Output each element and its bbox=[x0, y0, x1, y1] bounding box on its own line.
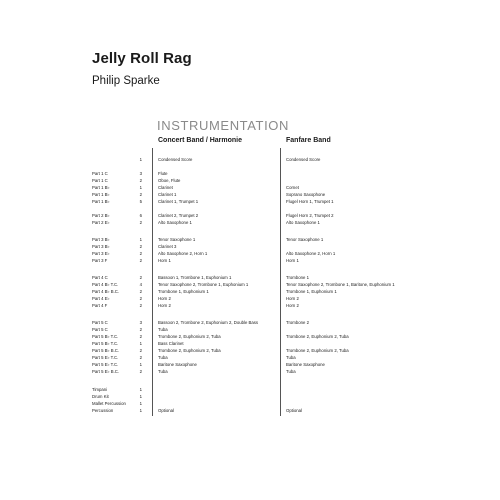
concert-band-cell: Baritone Saxophone bbox=[158, 362, 197, 367]
section-heading: INSTRUMENTATION bbox=[157, 118, 290, 133]
count-cell: 2 bbox=[139, 275, 142, 280]
concert-band-cell: Tuba bbox=[158, 369, 168, 374]
table-row bbox=[0, 393, 500, 400]
count-cell: 1 bbox=[139, 401, 142, 406]
count-cell: 1 bbox=[139, 362, 142, 367]
fanfare-band-cell: Trombone 1 bbox=[286, 275, 310, 280]
table-row bbox=[0, 198, 500, 205]
count-cell: 2 bbox=[139, 258, 142, 263]
fanfare-band-cell: Trombone 1, Euphonium 1 bbox=[286, 289, 337, 294]
table-row bbox=[0, 219, 500, 226]
part-cell: Percussion bbox=[92, 408, 114, 413]
part-cell: Part 5 E♭ T.C. bbox=[92, 362, 119, 367]
fanfare-band-cell: Horn 2 bbox=[286, 303, 299, 308]
concert-band-cell: Bass Clarinet bbox=[158, 341, 184, 346]
fanfare-band-cell: Condensed Score bbox=[286, 157, 321, 162]
count-cell: 2 bbox=[139, 289, 142, 294]
table-row bbox=[0, 191, 500, 198]
concert-band-cell: Horn 1 bbox=[158, 258, 171, 263]
concert-band-cell: Tuba bbox=[158, 327, 168, 332]
concert-band-cell: Bassoon 2, Trombone 2, Euphonium 2, Double Bass bbox=[158, 320, 259, 325]
table-row bbox=[0, 319, 500, 326]
table-row bbox=[0, 295, 500, 302]
concert-band-cell: Trombone 2, Euphonium 2, Tuba bbox=[158, 348, 221, 353]
part-cell: Part 1 C bbox=[92, 171, 108, 176]
count-cell: 2 bbox=[139, 296, 142, 301]
table-row bbox=[0, 354, 500, 361]
table-row bbox=[0, 170, 500, 177]
concert-band-cell: Clarinet 1, Trumpet 1 bbox=[158, 199, 199, 204]
part-cell: Part 5 B♭ T.C. bbox=[92, 341, 119, 346]
part-cell: Part 5 B♭ T.C. bbox=[92, 334, 119, 339]
part-cell: Part 3 F bbox=[92, 258, 108, 263]
concert-band-cell: Clarinet 2, Trumpet 2 bbox=[158, 213, 199, 218]
count-cell: 1 bbox=[139, 387, 142, 392]
table-row bbox=[0, 212, 500, 219]
fanfare-band-cell: Tuba bbox=[286, 369, 296, 374]
count-cell: 4 bbox=[139, 282, 142, 287]
piece-title: Jelly Roll Rag bbox=[92, 50, 192, 67]
count-cell: 6 bbox=[139, 213, 142, 218]
table-row bbox=[0, 347, 500, 354]
count-cell: 2 bbox=[139, 369, 142, 374]
concert-band-cell: Clarinet 1 bbox=[158, 192, 177, 197]
composer-name: Philip Sparke bbox=[92, 75, 160, 87]
fanfare-band-cell: Alto Saxophone 1 bbox=[286, 220, 320, 225]
table-row bbox=[0, 156, 500, 163]
count-cell: 1 bbox=[139, 408, 142, 413]
table-row bbox=[0, 407, 500, 414]
part-cell: Drum Kit bbox=[92, 394, 109, 399]
count-cell: 2 bbox=[139, 220, 142, 225]
fanfare-band-cell: Tenor Saxophone 2, Trombone 1, Baritone, Euphonium 1 bbox=[286, 282, 395, 287]
count-cell: 2 bbox=[139, 178, 142, 183]
part-cell: Part 2 E♭ bbox=[92, 220, 110, 225]
concert-band-column-header: Concert Band / Harmonie bbox=[158, 137, 243, 144]
concert-band-cell: Horn 2 bbox=[158, 296, 171, 301]
count-cell: 2 bbox=[139, 355, 142, 360]
part-cell: Part 5 B♭ B.C. bbox=[92, 348, 120, 353]
table-row bbox=[0, 361, 500, 368]
count-cell: 5 bbox=[139, 199, 142, 204]
table-row bbox=[0, 340, 500, 347]
count-cell: 1 bbox=[139, 394, 142, 399]
table-row bbox=[0, 250, 500, 257]
fanfare-band-cell: Soprano Saxophone bbox=[286, 192, 326, 197]
part-cell: Part 1 B♭ bbox=[92, 192, 110, 197]
part-cell: Part 3 B♭ bbox=[92, 237, 110, 242]
count-cell: 1 bbox=[139, 341, 142, 346]
fanfare-band-cell: Tuba bbox=[286, 355, 296, 360]
table-row bbox=[0, 281, 500, 288]
table-row bbox=[0, 368, 500, 375]
fanfare-band-cell: Trombone 2, Euphonium 2, Tuba bbox=[286, 334, 349, 339]
concert-band-cell: Tenor Saxophone 2, Trombone 1, Euphonium 1 bbox=[158, 282, 249, 287]
part-cell: Mallet Percussion bbox=[92, 401, 126, 406]
concert-band-cell: Clarinet bbox=[158, 185, 173, 190]
concert-band-cell: Alto Saxophone 1 bbox=[158, 220, 192, 225]
table-row bbox=[0, 326, 500, 333]
concert-band-cell: Trombone 2, Euphonium 2, Tuba bbox=[158, 334, 221, 339]
fanfare-band-cell: Horn 1 bbox=[286, 258, 299, 263]
part-cell: Part 4 E♭ bbox=[92, 296, 110, 301]
fanfare-band-cell: Baritone Saxophone bbox=[286, 362, 325, 367]
count-cell: 3 bbox=[139, 171, 142, 176]
table-row bbox=[0, 386, 500, 393]
table-row bbox=[0, 302, 500, 309]
part-cell: Part 5 C bbox=[92, 320, 108, 325]
concert-band-cell: Optional bbox=[158, 408, 175, 413]
concert-band-cell: Bassoon 1, Trombone 1, Euphonium 1 bbox=[158, 275, 232, 280]
fanfare-band-cell: Horn 2 bbox=[286, 296, 299, 301]
table-row bbox=[0, 288, 500, 295]
fanfare-band-cell: Flugel Horn 1, Trumpet 1 bbox=[286, 199, 334, 204]
count-cell: 2 bbox=[139, 348, 142, 353]
count-cell: 2 bbox=[139, 244, 142, 249]
part-cell: Part 3 B♭ bbox=[92, 244, 110, 249]
part-cell: Part 5 E♭ B.C. bbox=[92, 369, 120, 374]
part-cell: Part 1 C bbox=[92, 178, 108, 183]
part-cell: Part 5 E♭ T.C. bbox=[92, 355, 119, 360]
concert-band-cell: Condensed Score bbox=[158, 157, 193, 162]
part-cell: Part 5 C bbox=[92, 327, 108, 332]
part-cell: Part 4 B♭ B.C. bbox=[92, 289, 120, 294]
concert-band-cell: Flute bbox=[158, 171, 168, 176]
table-row bbox=[0, 274, 500, 281]
concert-band-cell: Alto Saxophone 2, Horn 1 bbox=[158, 251, 208, 256]
count-cell: 2 bbox=[139, 334, 142, 339]
concert-band-cell: Trombone 1, Euphonium 1 bbox=[158, 289, 209, 294]
count-cell: 2 bbox=[139, 192, 142, 197]
count-cell: 2 bbox=[139, 303, 142, 308]
fanfare-band-cell: Tenor Saxophone 1 bbox=[286, 237, 324, 242]
fanfare-band-cell: Cornet bbox=[286, 185, 299, 190]
count-cell: 1 bbox=[139, 185, 142, 190]
table-row bbox=[0, 400, 500, 407]
part-cell: Part 4 B♭ T.C. bbox=[92, 282, 119, 287]
count-cell: 2 bbox=[139, 251, 142, 256]
table-row bbox=[0, 177, 500, 184]
count-cell: 1 bbox=[139, 237, 142, 242]
count-cell: 3 bbox=[139, 320, 142, 325]
concert-band-cell: Tenor Saxophone 1 bbox=[158, 237, 196, 242]
part-cell: Timpani bbox=[92, 387, 108, 392]
part-cell: Part 4 C bbox=[92, 275, 108, 280]
concert-band-cell: Tuba bbox=[158, 355, 168, 360]
fanfare-band-column-header: Fanfare Band bbox=[286, 137, 331, 144]
fanfare-band-cell: Flugel Horn 2, Trumpet 2 bbox=[286, 213, 334, 218]
concert-band-cell: Oboe, Flute bbox=[158, 178, 181, 183]
fanfare-band-cell: Trombone 2, Euphonium 2, Tuba bbox=[286, 348, 349, 353]
count-cell: 1 bbox=[139, 157, 142, 162]
count-cell: 2 bbox=[139, 327, 142, 332]
table-row bbox=[0, 257, 500, 264]
table-row bbox=[0, 243, 500, 250]
part-cell: Part 4 F bbox=[92, 303, 108, 308]
part-cell: Part 1 B♭ bbox=[92, 185, 110, 190]
part-cell: Part 3 E♭ bbox=[92, 251, 110, 256]
table-row bbox=[0, 236, 500, 243]
fanfare-band-cell: Alto Saxophone 2, Horn 1 bbox=[286, 251, 336, 256]
part-cell: Part 2 B♭ bbox=[92, 213, 110, 218]
concert-band-cell: Clarinet 3 bbox=[158, 244, 177, 249]
concert-band-cell: Horn 2 bbox=[158, 303, 171, 308]
part-cell: Part 1 B♭ bbox=[92, 199, 110, 204]
table-row bbox=[0, 184, 500, 191]
fanfare-band-cell: Optional bbox=[286, 408, 303, 413]
table-row bbox=[0, 333, 500, 340]
fanfare-band-cell: Trombone 2 bbox=[286, 320, 310, 325]
